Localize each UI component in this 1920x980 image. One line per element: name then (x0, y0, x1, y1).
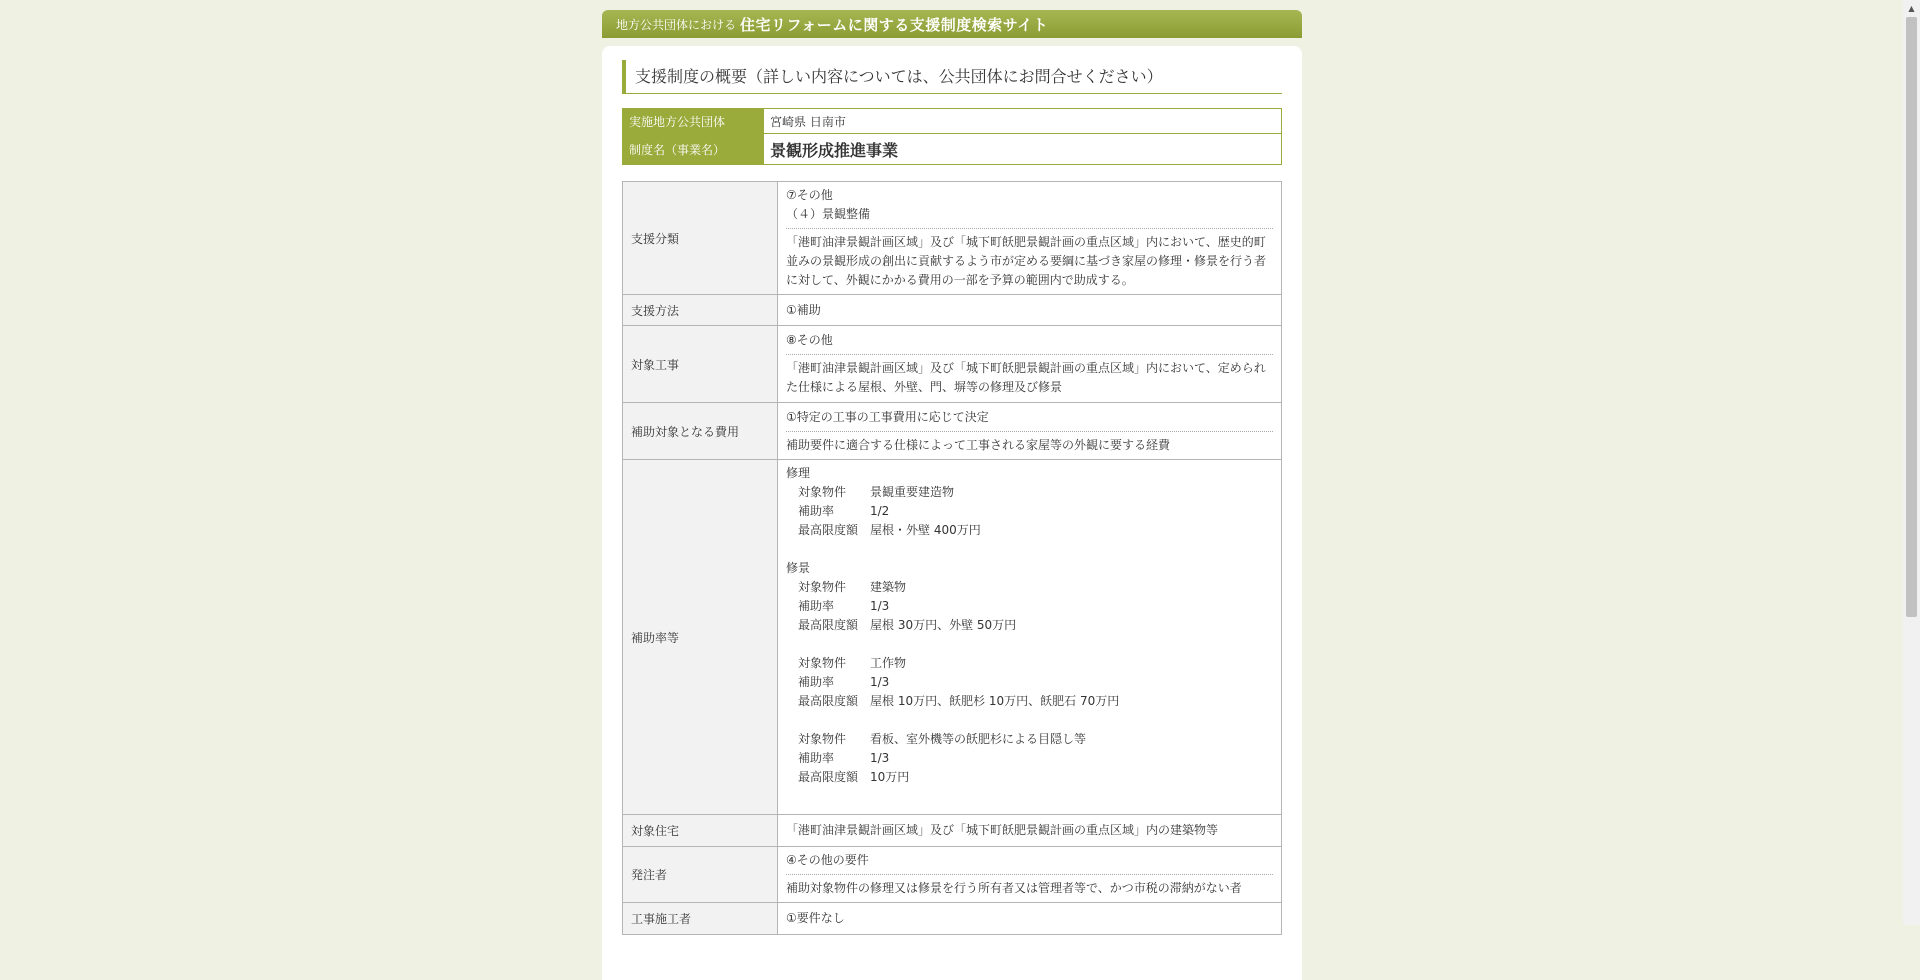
vertical-scrollbar[interactable] (1903, 0, 1920, 925)
row-key: 対象住宅 (623, 815, 778, 847)
banner-prefix: 地方公共団体における (616, 17, 737, 32)
table-row (623, 847, 1282, 903)
eligible-cost-value: ①特定の工事の工事費用に応じて決定 (786, 409, 989, 424)
program-detail-table (622, 181, 1282, 935)
table-row (623, 326, 1282, 403)
target-work-value: ⑧その他 (786, 333, 833, 347)
target-work-detail: 「港町油津景観計画区域」及び「城下町飫肥景観計画の重点区域」内において、定められた仕様による屋根、外壁、門、塀等の修理及び修景 (786, 354, 1273, 397)
subsidy-rate-text: 修理 対象物件 景観重要建造物 補助率 1/2 最高限度額 屋根・外壁 400万円 修景 対象物件 建築物 補助率 1/3 最高限度額 屋根 30万円、外壁 50万円 対象物件 工作物 補助率 1/3 最高限度額 屋根 10万円、飫肥杉 10万円、飫肥石 70万円 対象物件 看板、室外機等の飫肥杉による目隠し等 補助率 1/3 最高限度額 10万円 (786, 466, 1120, 784)
category-detail: 「港町油津景観計画区域」及び「城下町飫肥景観計画の重点区域」内において、歴史的町並みの景観形成の創出に貢献するよう市が定める要綱に基づき家屋の修理・修景を行う者に対して、外観にかかる費用の一部を予算の範囲内で助成する。 (786, 228, 1273, 290)
table-row (623, 403, 1282, 460)
row-key: 工事施工者 (623, 903, 778, 935)
table-row (623, 295, 1282, 326)
row-key: 補助率等 (623, 460, 778, 815)
table-row (623, 109, 1282, 134)
row-key: 支援方法 (623, 295, 778, 326)
scrollbar-thumb[interactable] (1906, 17, 1917, 617)
content-panel (602, 46, 1302, 980)
target-housing-value: 「港町油津景観計画区域」及び「城下町飫肥景観計画の重点区域」内の建築物等 (778, 815, 1282, 847)
row-key: 対象工事 (623, 326, 778, 403)
client-detail: 補助対象物件の修理又は修景を行う所有者又は管理者等で、かつ市税の滞納がない者 (786, 874, 1273, 898)
row-value (778, 182, 1282, 295)
header-key: 制度名（事業名） (623, 134, 764, 165)
eligible-cost-detail: 補助要件に適合する仕様によって工事される家屋等の外観に要する経費 (786, 431, 1273, 455)
table-row (623, 460, 1282, 815)
header-key: 実施地方公共団体 (623, 109, 764, 134)
row-key: 発注者 (623, 847, 778, 903)
page-container (602, 10, 1302, 980)
row-key: 補助対象となる費用 (623, 403, 778, 460)
site-banner[interactable] (602, 10, 1302, 38)
contractor-value: ①要件なし (778, 903, 1282, 935)
municipality-value: 宮崎県 日南市 (764, 109, 1282, 134)
section-heading: 支援制度の概要（詳しい内容については、公共団体にお問合せください） (622, 60, 1282, 94)
category-line: ⑦その他 (786, 188, 833, 202)
table-row (623, 815, 1282, 847)
support-method-value: ①補助 (778, 295, 1282, 326)
banner-title: 住宅リフォームに関する支援制度検索サイト (740, 15, 1049, 34)
scroll-up-icon[interactable]: ▲ (1908, 4, 1915, 13)
row-key: 支援分類 (623, 182, 778, 295)
row-value (778, 326, 1282, 403)
table-row (623, 182, 1282, 295)
row-value (778, 847, 1282, 903)
row-value (778, 460, 1282, 815)
row-value (778, 403, 1282, 460)
client-value: ④その他の要件 (786, 853, 869, 867)
table-row (623, 134, 1282, 165)
program-header-table (622, 108, 1282, 165)
program-name-value: 景観形成推進事業 (764, 134, 1282, 165)
category-line: （４）景観整備 (786, 207, 871, 221)
table-row (623, 903, 1282, 935)
